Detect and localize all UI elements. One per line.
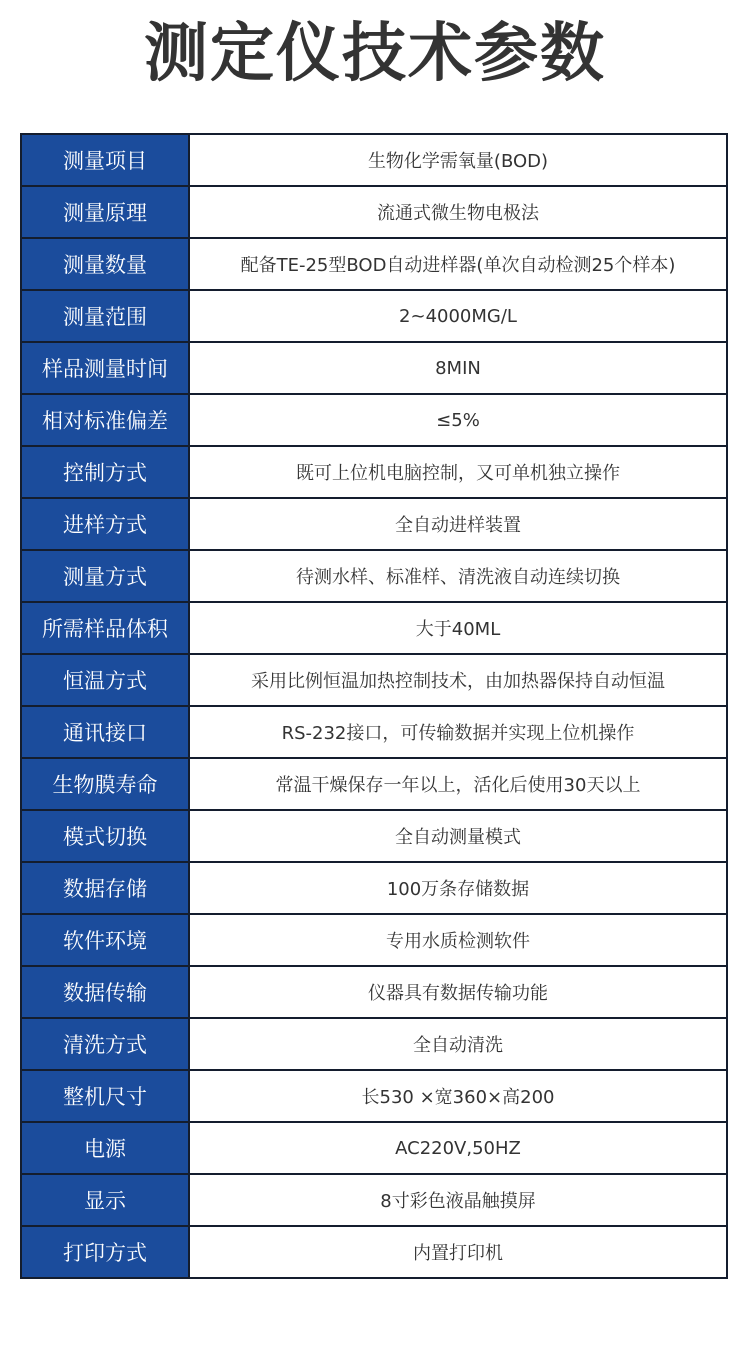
spec-value: 长530 ×宽360×高200	[189, 1070, 727, 1122]
spec-value: 2~4000MG/L	[189, 290, 727, 342]
spec-value: 100万条存储数据	[189, 862, 727, 914]
spec-label: 测量原理	[21, 186, 189, 238]
spec-label: 恒温方式	[21, 654, 189, 706]
spec-label: 测量项目	[21, 134, 189, 186]
table-row	[21, 862, 727, 914]
spec-value: 8MIN	[189, 342, 727, 394]
spec-label: 整机尺寸	[21, 1070, 189, 1122]
table-row	[21, 498, 727, 550]
spec-label: 测量范围	[21, 290, 189, 342]
spec-table-body	[21, 134, 727, 1278]
spec-label: 显示	[21, 1174, 189, 1226]
table-row	[21, 1226, 727, 1278]
spec-label: 模式切换	[21, 810, 189, 862]
table-row	[21, 706, 727, 758]
table-row	[21, 1070, 727, 1122]
spec-label: 所需样品体积	[21, 602, 189, 654]
spec-value: ≤5%	[189, 394, 727, 446]
spec-label: 清洗方式	[21, 1018, 189, 1070]
table-row	[21, 966, 727, 1018]
table-row	[21, 290, 727, 342]
spec-value: 待测水样、标准样、清洗液自动连续切换	[189, 550, 727, 602]
spec-value: 配备TE-25型BOD自动进样器(单次自动检测25个样本)	[189, 238, 727, 290]
spec-table	[20, 133, 728, 1279]
spec-label: 进样方式	[21, 498, 189, 550]
spec-label: 控制方式	[21, 446, 189, 498]
table-row	[21, 1174, 727, 1226]
spec-label: 相对标准偏差	[21, 394, 189, 446]
table-row	[21, 758, 727, 810]
table-row	[21, 342, 727, 394]
page-title: 测定仪技术参数	[144, 17, 606, 91]
spec-value: 8寸彩色液晶触摸屏	[189, 1174, 727, 1226]
table-row	[21, 550, 727, 602]
spec-value: 生物化学需氧量(BOD)	[189, 134, 727, 186]
table-row	[21, 1018, 727, 1070]
spec-value: 采用比例恒温加热控制技术，由加热器保持自动恒温	[189, 654, 727, 706]
table-row	[21, 186, 727, 238]
spec-value: 内置打印机	[189, 1226, 727, 1278]
table-row	[21, 602, 727, 654]
table-row	[21, 914, 727, 966]
table-row	[21, 1122, 727, 1174]
spec-value: 全自动清洗	[189, 1018, 727, 1070]
spec-label: 通讯接口	[21, 706, 189, 758]
spec-value: 大于40ML	[189, 602, 727, 654]
table-row	[21, 394, 727, 446]
spec-label: 生物膜寿命	[21, 758, 189, 810]
spec-value: 流通式微生物电极法	[189, 186, 727, 238]
spec-label: 数据传输	[21, 966, 189, 1018]
table-row	[21, 810, 727, 862]
table-row	[21, 134, 727, 186]
spec-value: AC220V,50HZ	[189, 1122, 727, 1174]
spec-label: 电源	[21, 1122, 189, 1174]
spec-value: 仪器具有数据传输功能	[189, 966, 727, 1018]
spec-value: 全自动测量模式	[189, 810, 727, 862]
spec-label: 测量方式	[21, 550, 189, 602]
spec-value: RS-232接口，可传输数据并实现上位机操作	[189, 706, 727, 758]
spec-value: 全自动进样装置	[189, 498, 727, 550]
table-row	[21, 654, 727, 706]
spec-value: 既可上位机电脑控制，又可单机独立操作	[189, 446, 727, 498]
spec-label: 测量数量	[21, 238, 189, 290]
spec-label: 样品测量时间	[21, 342, 189, 394]
spec-label: 打印方式	[21, 1226, 189, 1278]
table-row	[21, 446, 727, 498]
spec-value: 专用水质检测软件	[189, 914, 727, 966]
spec-label: 软件环境	[21, 914, 189, 966]
table-row	[21, 238, 727, 290]
spec-value: 常温干燥保存一年以上，活化后使用30天以上	[189, 758, 727, 810]
spec-label: 数据存储	[21, 862, 189, 914]
